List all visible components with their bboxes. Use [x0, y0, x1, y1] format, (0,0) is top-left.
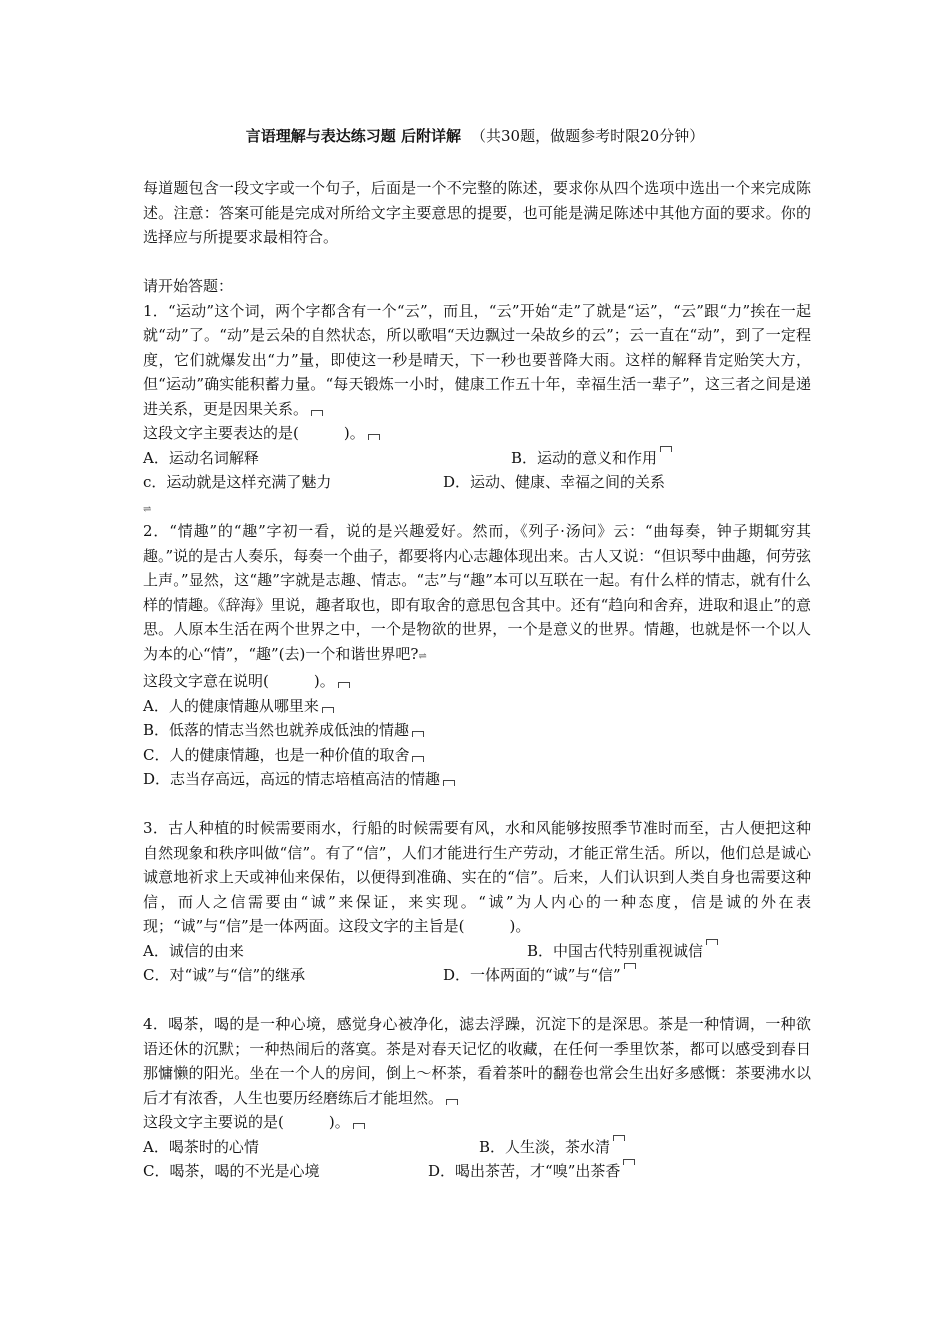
- paragraph-mark: [143, 495, 811, 520]
- question-4-passage: 4．喝茶，喝的是一种心境，感觉身心被净化，滤去浮躁，沉淀下的是深思。茶是一种情调，一种欲语还休的沉默；一种热闹后的落寞。茶是对春天记忆的收藏，在任何一季里饮茶，都可以感受到春日那慵懒的阳光。坐在一个人的房间，倒上～杯茶，看着茶叶的翻卷也常会生出好多感慨：茶要沸水以后才有浓香，人生也要历经磨练后才能坦然。: [143, 1015, 811, 1107]
- return-mark-icon: [446, 1099, 458, 1105]
- question-2-option-c[interactable]: C．人的健康情趣，也是一种价值的取舍: [143, 743, 811, 768]
- start-label: 请开始答题：: [143, 277, 234, 295]
- question-3-options-row-2: [143, 963, 811, 988]
- question-4-option-a[interactable]: A．喝茶时的心情: [143, 1137, 259, 1156]
- return-mark-icon: [660, 446, 672, 452]
- paragraph-mark-icon: ⇌: [143, 503, 152, 515]
- paragraph-mark-icon: ⇌: [418, 650, 427, 662]
- return-mark-icon: [353, 1123, 365, 1129]
- question-1-option-b[interactable]: B．运动的意义和作用: [511, 446, 657, 471]
- page-title: [0, 126, 950, 146]
- document-body: [143, 176, 811, 1184]
- question-4-options-row-1: [143, 1135, 811, 1160]
- question-4-option-b[interactable]: B．人生淡，茶水清: [479, 1135, 610, 1160]
- title-main: 言语理解与表达练习题 后附详解: [245, 127, 462, 145]
- return-mark-icon: [443, 780, 455, 786]
- question-2-prompt: 这段文字意在说明( )。: [143, 669, 811, 694]
- question-3-passage: 3．古人种植的时候需要雨水，行船的时候需要有风，水和风能够按照季节准时而至，古人便把这种自然现象和秩序叫做“信”。有了“信”，人们才能进行生产劳动，才能正常生活。所以，他们总是诚心诚意地祈求上天或神仙来保佑，以便得到准确、实在的“信”。后来，人们认识到人类自身也需要这种信，而人之信需要由“诚”来保证，来实现。“诚”为人内心的一种态度，信是诚的外在表现；“诚”与“信”是一体两面。这段文字的主旨是( )。: [143, 819, 811, 935]
- return-mark-icon: [338, 682, 350, 688]
- question-2-option-b[interactable]: B．低落的情志当然也就养成低浊的情趣: [143, 718, 811, 743]
- question-1-options-row-2: [143, 470, 811, 495]
- question-1-option-a[interactable]: A．运动名词解释: [143, 448, 259, 467]
- question-1: [143, 299, 811, 520]
- return-mark-icon: [322, 707, 334, 713]
- question-4-prompt: 这段文字主要说的是( )。: [143, 1110, 811, 1135]
- return-mark-icon: [311, 410, 323, 416]
- return-mark-icon: [624, 963, 636, 969]
- return-mark-icon: [412, 756, 424, 762]
- question-1-prompt: 这段文字主要表达的是( )。: [143, 421, 811, 446]
- spacer: [143, 988, 811, 1013]
- return-mark-icon: [613, 1135, 625, 1141]
- question-3-options-row-1: [143, 939, 811, 964]
- question-2: [143, 519, 811, 792]
- question-4-option-d[interactable]: D．喝出茶苦，才“嗅”出茶香: [428, 1159, 620, 1184]
- question-3: [143, 816, 811, 988]
- return-mark-icon: [623, 1159, 635, 1165]
- return-mark-icon: [412, 731, 424, 737]
- question-4: [143, 1012, 811, 1184]
- question-1-option-d[interactable]: D．运动、健康、幸福之间的关系: [443, 473, 666, 491]
- question-2-option-a[interactable]: A．人的健康情趣从哪里来: [143, 694, 811, 719]
- question-3-option-b[interactable]: B．中国古代特别重视诚信: [527, 939, 703, 964]
- question-3-option-a[interactable]: A．诚信的由来: [143, 941, 244, 960]
- question-1-option-c[interactable]: c．运动就是这样充满了魅力: [143, 473, 332, 491]
- question-4-options-row-2: [143, 1159, 811, 1184]
- question-2-option-d[interactable]: D．志当存高远，高远的情志培植高洁的情趣: [143, 767, 811, 792]
- question-3-option-c[interactable]: C．对“诚”与“信”的继承: [143, 966, 306, 984]
- return-mark-icon: [368, 434, 380, 440]
- spacer: [143, 250, 811, 275]
- question-3-option-d[interactable]: D．一体两面的“诚”与“信”: [443, 963, 621, 988]
- title-note: （共30题，做题参考时限20分钟）: [471, 127, 705, 145]
- spacer: [143, 792, 811, 817]
- instructions: 每道题包含一段文字或一个句子，后面是一个不完整的陈述，要求你从四个选项中选出一个来完成陈述。注意：答案可能是完成对所给文字主要意思的提要，也可能是满足陈述中其他方面的要求。你的选择应与所提要求最相符合。: [143, 179, 811, 246]
- question-4-option-c[interactable]: C．喝茶，喝的不光是心境: [143, 1162, 320, 1180]
- return-mark-icon: [706, 939, 718, 945]
- question-1-options-row-1: [143, 446, 811, 471]
- question-2-passage: 2．“情趣”的“趣”字初一看，说的是兴趣爱好。然而，《列子·汤问》云：“曲每奏，钟子期辄穷其趣。”说的是古人奏乐，每奏一个曲子，都要将内心志趣体现出来。古人又说：“但识琴中曲趣，何劳弦上声。”显然，这“趣”字就是志趣、情志。“志”与“趣”本可以互联在一起。有什么样的情志，就有什么样的情趣。《辞海》里说，趣者取也，即有取舍的意思包含其中。还有“趋向和舍弃，进取和退止”的意思。人原本生活在两个世界之中，一个是物欲的世界，一个是意义的世界。情趣，也就是怀一个以人为本的心“情”，“趣”(去)一个和谐世界吧?⇌: [143, 522, 811, 663]
- question-1-passage: 1．“运动”这个词，两个字都含有一个“云”，而且，“云”开始“走”了就是“运”，“云”跟“力”挨在一起就“动”了。“动”是云朵的自然状态，所以歌唱“天边飘过一朵故乡的云”；云一直在“动”，到了一定程度，它们就爆发出“力”量，即使这一秒是晴天，下一秒也要普降大雨。这样的解释肯定贻笑大方，但“运动”确实能积蓄力量。“每天锻炼一小时，健康工作五十年，幸福生活一辈子”，这三者之间是递进关系，更是因果关系。: [143, 301, 811, 418]
